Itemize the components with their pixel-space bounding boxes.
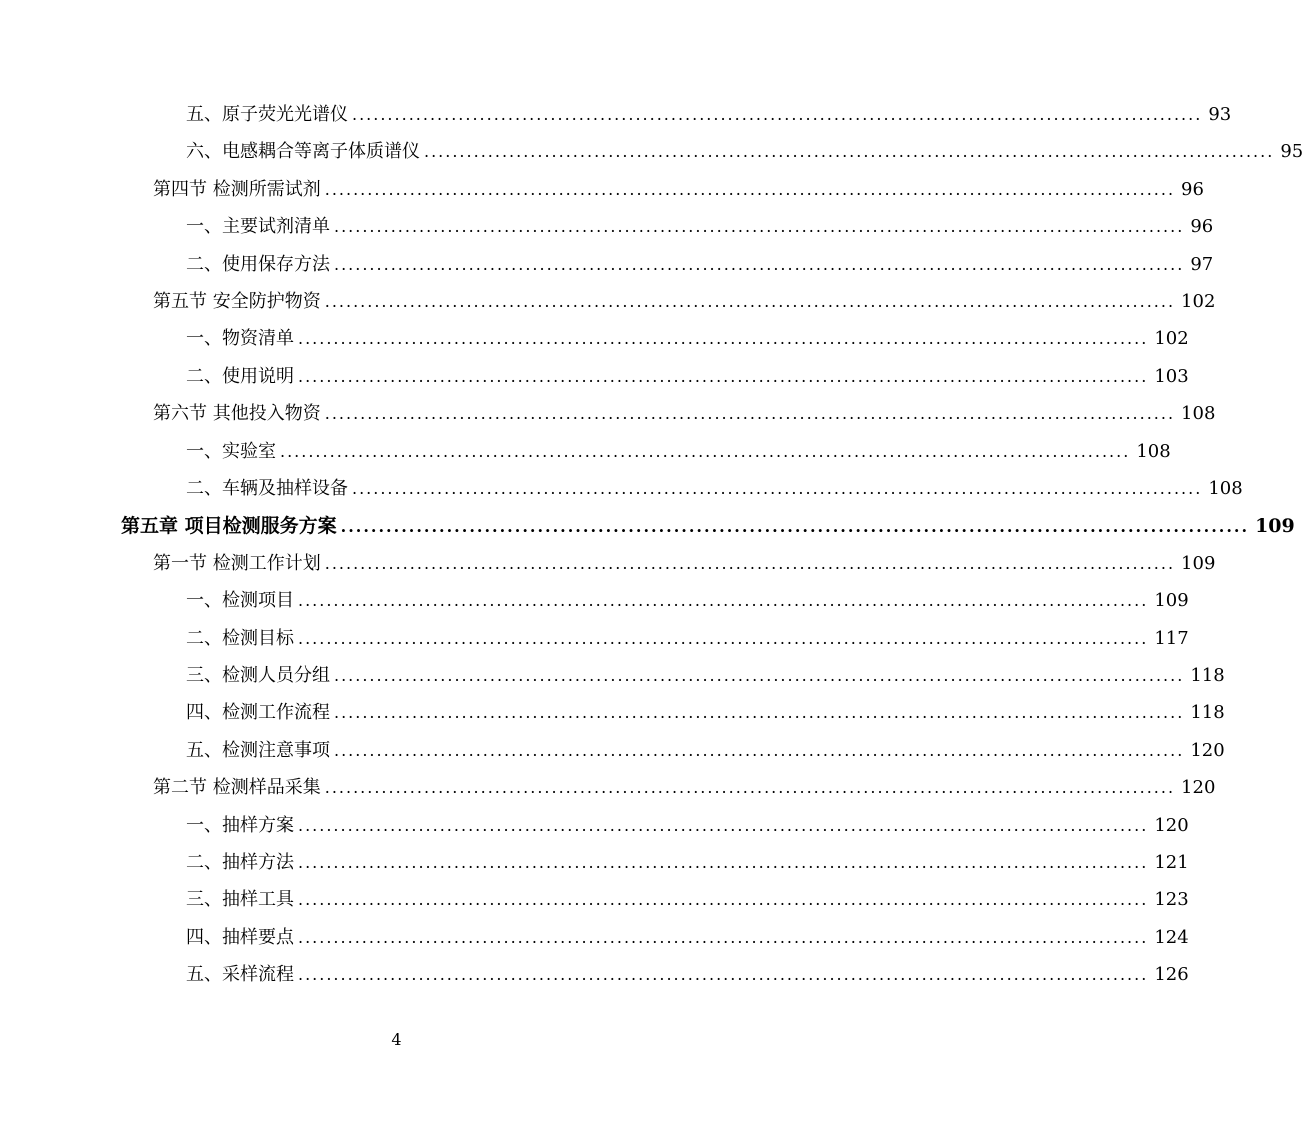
toc-entry[interactable] [186,474,1243,504]
toc-entry-page: 102 [1181,291,1216,312]
toc-entry-page: 93 [1208,104,1232,125]
toc-entry[interactable] [153,549,1216,579]
toc-entry[interactable] [186,885,1189,915]
toc-entry-page: 96 [1181,178,1204,200]
toc-leader-dots: ........................................................................................................................ [334,217,1185,237]
toc-entry-page: 109 [1181,552,1216,574]
toc-entry[interactable] [186,212,1214,242]
toc-leader-dots: ........................................................................................................................ [340,517,1250,537]
toc-entry-label: 第一节 检测工作计划 [153,552,321,574]
toc-entry[interactable] [186,923,1189,953]
toc-leader-dots: ........................................................................................................................ [298,927,1149,947]
toc-leader-dots: ........................................................................................................................ [298,591,1149,611]
toc-entry-page: 126 [1154,964,1189,986]
toc-entry-page: 120 [1181,777,1216,799]
toc-entry[interactable] [186,100,1232,130]
toc-entry-label: 二、抽样方法 [186,852,294,873]
toc-entry-label: 三、检测人员分组 [186,665,330,686]
toc-entry[interactable] [186,324,1189,354]
toc-leader-dots: ........................................................................................................................ [334,666,1185,685]
toc-entry-label: 第五章 项目检测服务方案 [121,515,337,538]
toc-leader-dots: ........................................................................................................................ [324,179,1176,199]
toc-entry-page: 118 [1190,702,1225,724]
toc-entry-page: 108 [1136,440,1171,462]
toc-entry-page: 118 [1190,665,1225,686]
toc-entry-page: 123 [1154,889,1189,911]
toc-leader-dots: ........................................................................................................................ [298,965,1149,985]
toc-entry-label: 二、使用说明 [186,365,294,387]
toc-entry[interactable] [153,773,1216,803]
toc-leader-dots: ........................................................................................................................ [424,142,1275,162]
toc-entry[interactable] [186,437,1171,467]
toc-entry-label: 一、检测项目 [186,590,294,612]
toc-entry[interactable] [186,960,1189,990]
toc-entry-label: 五、原子荧光光谱仪 [186,104,348,125]
toc-entry[interactable] [186,624,1189,654]
toc-entry[interactable] [121,511,1295,541]
toc-entry-label: 二、检测目标 [186,627,294,649]
toc-entry[interactable] [186,250,1214,280]
toc-entry-label: 一、主要试剂清单 [186,216,330,238]
toc-leader-dots: ........................................................................................................................ [324,778,1176,798]
toc-leader-dots: ........................................................................................................................ [280,441,1131,461]
toc-leader-dots: ........................................................................................................................ [324,553,1176,573]
toc-leader-dots: ........................................................................................................................ [298,853,1149,872]
toc-entry[interactable] [186,811,1189,841]
toc-leader-dots: ........................................................................................................................ [334,703,1185,723]
toc-entry[interactable] [186,661,1225,691]
toc-entry[interactable] [186,698,1225,728]
toc-entry-label: 第六节 其他投入物资 [153,403,321,425]
toc-leader-dots: ........................................................................................................................ [298,329,1149,349]
toc-leader-dots: ........................................................................................................................ [352,479,1203,498]
toc-entry-page: 120 [1190,739,1225,761]
toc-leader-dots: ........................................................................................................................ [334,740,1185,760]
toc-entry-page: 103 [1154,365,1189,387]
toc-entry-label: 一、物资清单 [186,328,294,350]
toc-entry-label: 二、车辆及抽样设备 [186,478,348,499]
toc-entry-label: 五、检测注意事项 [186,739,330,761]
toc-entry-page: 102 [1154,328,1189,350]
toc-entry-label: 四、检测工作流程 [186,702,330,724]
toc-entry-label: 一、实验室 [186,440,276,462]
toc-entry-page: 109 [1154,590,1189,612]
toc-entry[interactable] [186,137,1303,167]
toc-leader-dots: ........................................................................................................................ [298,366,1149,386]
toc-leader-dots: ........................................................................................................................ [298,815,1149,835]
toc-entry-page: 120 [1154,814,1189,836]
toc-entry-label: 第二节 检测样品采集 [153,777,321,799]
toc-entry-label: 第五节 安全防护物资 [153,291,321,312]
toc-entry-page: 108 [1208,478,1243,499]
toc-leader-dots: ........................................................................................................................ [298,628,1149,648]
toc-entry-label: 五、采样流程 [186,964,294,986]
toc-entry[interactable] [186,586,1189,616]
toc-entry[interactable] [153,399,1216,429]
toc-entry[interactable] [186,736,1225,766]
toc-leader-dots: ........................................................................................................................ [324,292,1176,311]
toc-entry-label: 二、使用保存方法 [186,253,330,275]
toc-entry-page: 108 [1181,403,1216,425]
toc-entry-page: 96 [1190,216,1214,238]
toc-entry-label: 第四节 检测所需试剂 [153,178,321,200]
toc-leader-dots: ........................................................................................................................ [324,404,1176,424]
toc-leader-dots: ........................................................................................................................ [352,105,1203,124]
toc-entry-page: 109 [1255,515,1295,538]
toc-entry[interactable] [186,362,1189,392]
toc-entry-page: 95 [1280,141,1303,163]
toc-entry-label: 三、抽样工具 [186,889,294,911]
page-number: 4 [391,1030,402,1049]
toc-entry-label: 六、电感耦合等离子体质谱仪 [186,141,420,163]
toc-leader-dots: ........................................................................................................................ [298,890,1149,910]
toc-entry[interactable] [153,175,1204,205]
toc-leader-dots: ........................................................................................................................ [334,254,1185,274]
toc-entry[interactable] [153,287,1216,317]
toc-entry-label: 四、抽样要点 [186,926,294,948]
toc-entry[interactable] [186,848,1189,878]
toc-entry-page: 97 [1190,253,1214,275]
toc-entry-page: 124 [1154,926,1189,948]
toc-entry-page: 121 [1154,852,1189,873]
toc-entry-label: 一、抽样方案 [186,814,294,836]
toc-entry-page: 117 [1154,627,1189,649]
